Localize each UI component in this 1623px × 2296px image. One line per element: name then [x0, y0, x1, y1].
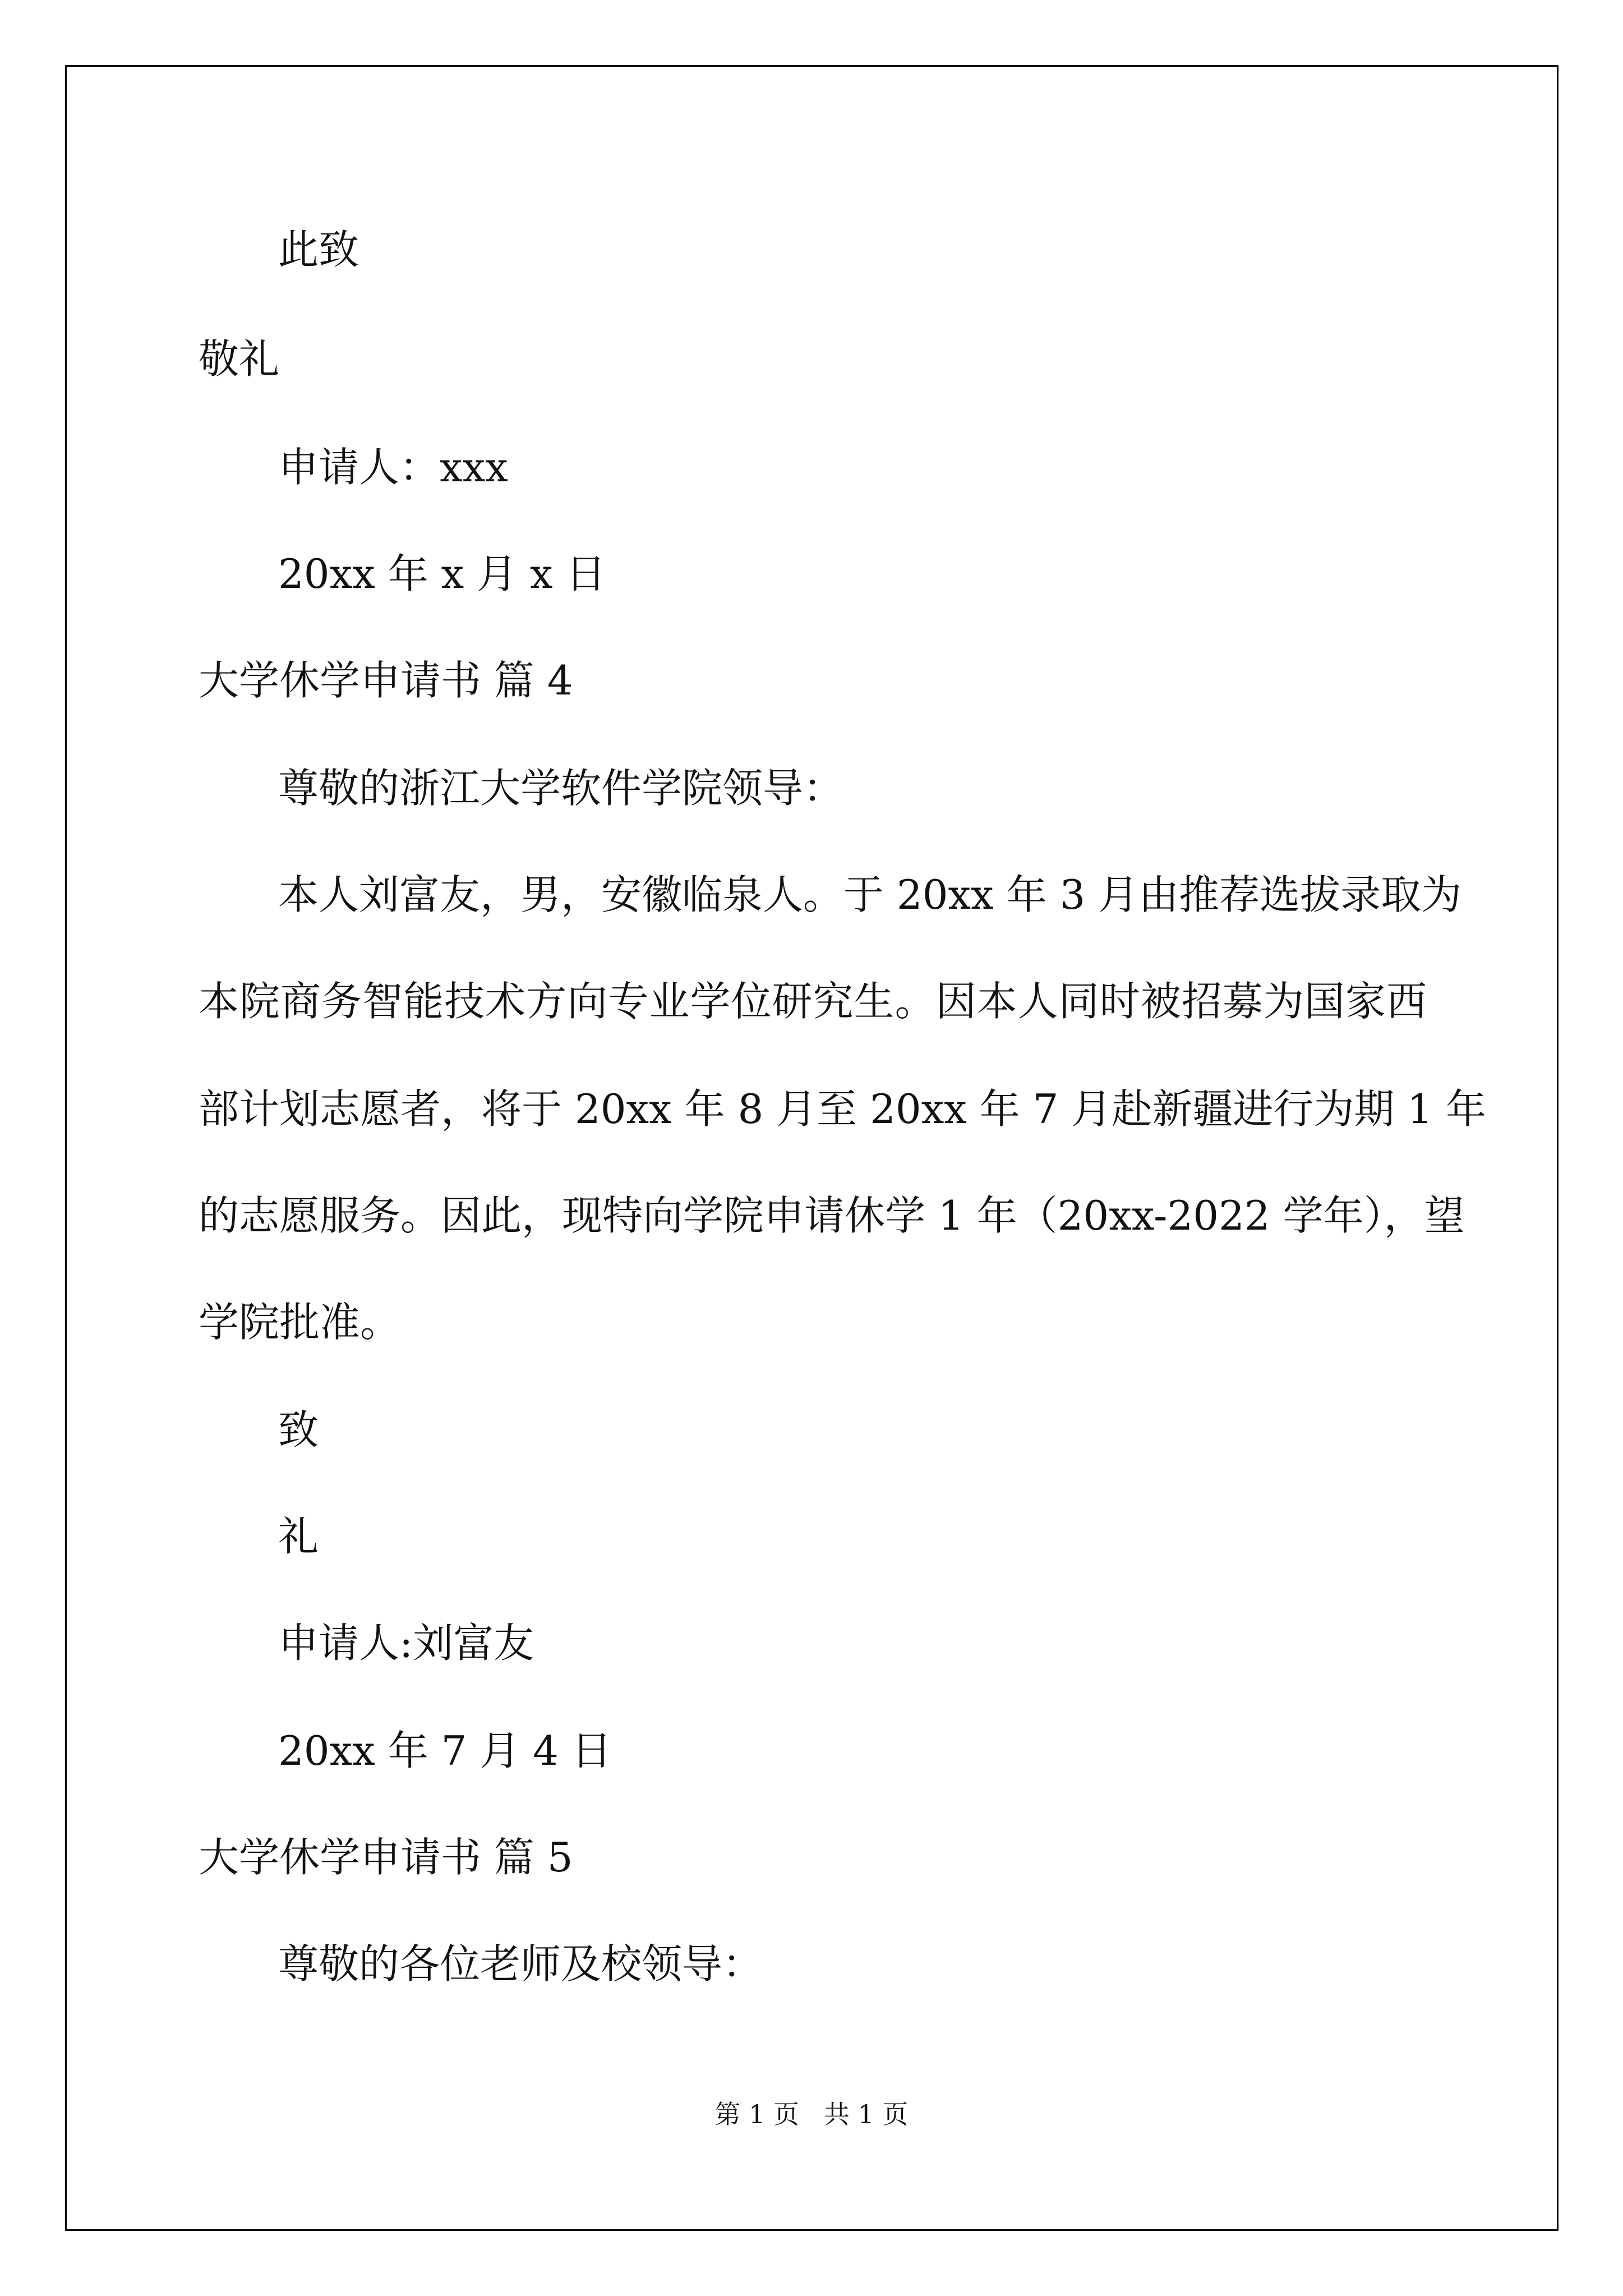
closing-text: 此致 [278, 226, 359, 273]
page-footer: 第 1 页 共 1 页 [714, 2099, 909, 2129]
paragraph-line: 本院商务智能技术方向专业学位研究生。因本人同时被招募为国家西 [199, 978, 1427, 1025]
paragraph-line: 学院批准。 [199, 1299, 401, 1346]
closing-text: 致 [278, 1406, 319, 1453]
applicant-signature: 申请人:刘富友 [278, 1619, 534, 1667]
page-frame [65, 65, 1559, 2231]
salutation-text: 礼 [278, 1513, 319, 1560]
section-heading: 大学休学申请书 篇 5 [199, 1834, 573, 1881]
salutation-text: 敬礼 [199, 335, 280, 383]
paragraph-line: 本人刘富友，男，安徽临泉人。于 20xx 年 3 月由推荐选拔录取为 [278, 871, 1462, 918]
application-date: 20xx 年 x 月 x 日 [278, 550, 606, 597]
application-date: 20xx 年 7 月 4 日 [278, 1727, 612, 1774]
applicant-signature: 申请人：xxx [278, 444, 508, 491]
paragraph-line: 部计划志愿者，将于 20xx 年 8 月至 20xx 年 7 月赴新疆进行为期 1 年 [199, 1085, 1486, 1133]
section-heading: 大学休学申请书 篇 4 [199, 657, 573, 704]
paragraph-line: 的志愿服务。因此，现特向学院申请休学 1 年（20xx-2022 学年），望 [199, 1192, 1465, 1239]
letter-greeting: 尊敬的各位老师及校领导： [278, 1940, 763, 1987]
letter-greeting: 尊敬的浙江大学软件学院领导： [278, 765, 844, 812]
